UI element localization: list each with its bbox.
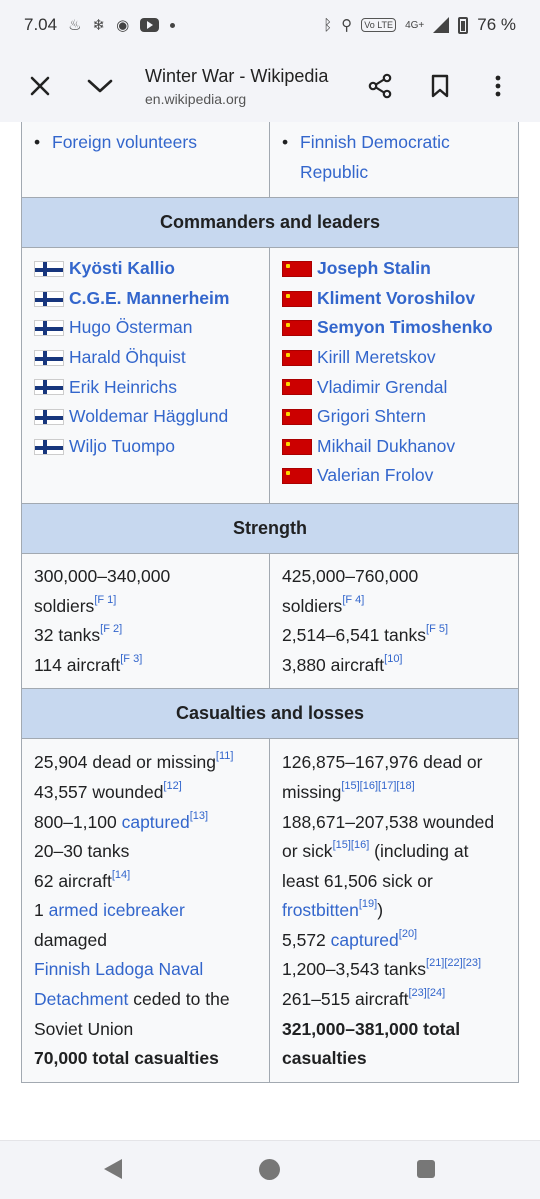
captured-link[interactable]: captured xyxy=(121,811,190,832)
commanders-row xyxy=(22,248,518,503)
footnote-link[interactable]: [10] xyxy=(384,652,403,665)
finnish-total-casualties: 70,000 total casualties xyxy=(34,1048,219,1069)
battery-icon xyxy=(458,17,468,34)
finland-flag-icon xyxy=(34,439,64,455)
chevron-down-icon xyxy=(87,78,113,94)
leader-link[interactable]: Kirill Meretskov xyxy=(317,346,436,367)
home-icon[interactable] xyxy=(259,1159,280,1180)
collapse-button[interactable] xyxy=(80,66,120,106)
footnote-link[interactable]: [20] xyxy=(398,927,418,940)
more-options-button[interactable] xyxy=(478,66,518,106)
leader-row xyxy=(34,402,259,432)
status-bar xyxy=(0,0,540,50)
footnote-link[interactable]: [11] xyxy=(215,750,234,763)
system-nav-bar xyxy=(0,1140,540,1199)
noodle-icon: ♨ xyxy=(68,17,82,34)
share-icon xyxy=(367,73,393,99)
close-icon xyxy=(29,75,51,97)
leader-row xyxy=(34,254,259,284)
casualties-row xyxy=(22,739,518,1082)
footnote-link[interactable]: [14] xyxy=(111,868,131,881)
leader-row xyxy=(282,254,508,284)
footnote-link[interactable]: [F 2] xyxy=(100,623,123,636)
finnish-commanders-cell xyxy=(22,248,270,503)
soviet-strength-cell: 425,000–760,000 soldiers[F 4] 2,514–6,541 tanks[F 5] 3,880 aircraft[10] xyxy=(270,554,518,688)
leader-link[interactable]: Joseph Stalin xyxy=(317,258,431,279)
more-vert-icon xyxy=(495,75,501,97)
page-title: Winter War - Wikipedia xyxy=(145,65,329,86)
finnish-strength-cell: 300,000–340,000 soldiers[F 1] 32 tanks[F 2] 114 aircraft[F 3] xyxy=(22,554,270,688)
leader-link[interactable]: Wiljo Tuompo xyxy=(69,435,176,456)
leader-link[interactable]: Valerian Frolov xyxy=(317,465,434,486)
recents-icon[interactable] xyxy=(417,1160,435,1178)
share-button[interactable] xyxy=(360,66,400,106)
leader-link[interactable]: Harald Öhquist xyxy=(69,346,186,367)
leader-row xyxy=(282,461,508,491)
leader-link[interactable]: Kliment Voroshilov xyxy=(317,287,476,308)
finland-flag-icon xyxy=(34,409,64,425)
back-icon[interactable] xyxy=(104,1159,122,1179)
soviet-flag-icon xyxy=(282,320,312,336)
strength-soldiers: 300,000–340,000 xyxy=(34,565,171,586)
footnote-link[interactable]: [F 1] xyxy=(94,593,117,606)
ladoga-detachment-link[interactable]: Detachment xyxy=(34,989,129,1010)
finnish-casualties-cell: 25,904 dead or missing[11] 43,557 wounded[12] 800–1,100 captured[13] 20–30 tanks 62 aircraft[14] 1 armed icebreaker damaged Finnish Ladoga Naval Detachment ceded to the Soviet Union 70,000 total casualties xyxy=(22,739,270,1082)
casualties-header: Casualties and losses xyxy=(22,688,518,739)
browser-top-bar xyxy=(0,50,540,122)
leader-link[interactable]: Vladimir Grendal xyxy=(317,376,448,397)
soviet-commanders-cell xyxy=(270,248,518,503)
armed-icebreaker-link[interactable]: armed icebreaker xyxy=(48,900,185,921)
finland-flag-icon xyxy=(34,291,64,307)
soviet-flag-icon xyxy=(282,379,312,395)
leader-row xyxy=(282,313,508,343)
snowflake-icon: ❄ xyxy=(92,17,106,34)
leader-link[interactable]: Mikhail Dukhanov xyxy=(317,435,456,456)
infobox xyxy=(21,122,519,1083)
strength-tanks: 32 tanks[F 2] xyxy=(34,623,123,646)
youtube-icon xyxy=(140,18,159,32)
leader-link[interactable]: C.G.E. Mannerheim xyxy=(69,287,230,308)
page-url: en.wikipedia.org xyxy=(145,90,247,107)
finland-flag-icon xyxy=(34,261,64,277)
leader-row xyxy=(282,343,508,373)
footnote-link[interactable]: [F 4] xyxy=(342,593,365,606)
leader-row xyxy=(282,402,508,432)
strength-aircraft: 3,880 aircraft[10] xyxy=(282,652,403,675)
soviet-flag-icon xyxy=(282,350,312,366)
leader-link[interactable]: Woldemar Hägglund xyxy=(69,406,229,427)
bookmark-icon xyxy=(430,74,450,98)
footnote-link[interactable]: [15][16] xyxy=(332,839,370,852)
location-icon: ⚲ xyxy=(341,17,353,34)
finland-flag-icon xyxy=(34,350,64,366)
finland-flag-icon xyxy=(34,320,64,336)
status-time: 7.04 xyxy=(24,15,58,34)
close-button[interactable] xyxy=(20,66,60,106)
ladoga-detachment-link[interactable]: Finnish Ladoga Naval xyxy=(34,959,204,980)
soviet-flag-icon xyxy=(282,291,312,307)
leader-row xyxy=(282,432,508,462)
bluetooth-icon: ᛒ xyxy=(323,16,333,34)
leader-row xyxy=(282,284,508,314)
battery-level: 76 % xyxy=(477,15,516,34)
strength-row xyxy=(22,554,518,688)
chat-icon: ◉ xyxy=(116,17,130,34)
finland-flag-icon xyxy=(34,379,64,395)
soviet-flag-icon xyxy=(282,261,312,277)
soviet-total-casualties: 321,000–381,000 total xyxy=(282,1018,461,1039)
strength-soldiers: 425,000–760,000 xyxy=(282,565,419,586)
4g-signal-icon: 4G+ xyxy=(405,19,425,31)
strength-tanks: 2,514–6,541 tanks[F 5] xyxy=(282,623,449,646)
bookmark-button[interactable] xyxy=(420,66,460,106)
leader-row xyxy=(34,432,259,462)
strength-aircraft: 114 aircraft[F 3] xyxy=(34,652,143,675)
leader-link[interactable]: Erik Heinrichs xyxy=(69,376,177,397)
finnish-democratic-republic-link[interactable]: • Finnish Democratic Republic xyxy=(300,132,450,182)
footnote-link[interactable]: [19] xyxy=(358,898,378,911)
soviet-flag-icon xyxy=(282,468,312,484)
footnote-link[interactable]: [13] xyxy=(189,809,209,822)
page-title-block[interactable] xyxy=(145,66,328,107)
soviet-flag-icon xyxy=(282,409,312,425)
soviet-casualties-cell: 126,875–167,976 dead or missing[15][16][17][18] 188,671–207,538 wounded or sick[15][16] (including at least 61,506 sick or frostbitten[19]) 5,572 captured[20] 1,200–3,543 tanks[21][22][23] 261–515 aircraft[23][24] 321,000–381,000 total casualties xyxy=(270,739,518,1082)
leader-link[interactable]: Kyösti Kallio xyxy=(69,258,175,279)
strength-header: Strength xyxy=(22,503,518,554)
leader-row xyxy=(34,313,259,343)
frostbitten-link[interactable]: frostbitten xyxy=(282,900,359,921)
footnote-link[interactable]: [15][16][17][18] xyxy=(341,779,415,792)
foreign-volunteers-link[interactable]: • Foreign volunteers xyxy=(52,132,197,152)
footnote-link[interactable]: [21][22][23] xyxy=(426,957,482,970)
belligerents-extra-row xyxy=(22,122,518,197)
belligerents-left-cell xyxy=(22,122,270,197)
soviet-flag-icon xyxy=(282,439,312,455)
footnote-link[interactable]: [F 5] xyxy=(426,623,449,636)
leader-row xyxy=(34,343,259,373)
leader-link[interactable]: Semyon Timoshenko xyxy=(317,317,493,338)
captured-link[interactable]: captured xyxy=(330,929,399,950)
leader-link[interactable]: Grigori Shtern xyxy=(317,406,426,427)
dot-icon xyxy=(170,23,175,28)
leader-link[interactable]: Hugo Österman xyxy=(69,317,193,338)
footnote-link[interactable]: [12] xyxy=(163,779,182,792)
footnote-link[interactable]: [F 3] xyxy=(120,652,143,665)
leader-row xyxy=(34,284,259,314)
belligerents-right-cell xyxy=(270,122,518,197)
footnote-link[interactable]: [23][24] xyxy=(408,987,446,1000)
leader-row xyxy=(34,373,259,403)
commanders-header: Commanders and leaders xyxy=(22,197,518,248)
volte-icon: Vo LTE xyxy=(361,18,396,32)
leader-row xyxy=(282,373,508,403)
signal-icon xyxy=(433,17,449,33)
